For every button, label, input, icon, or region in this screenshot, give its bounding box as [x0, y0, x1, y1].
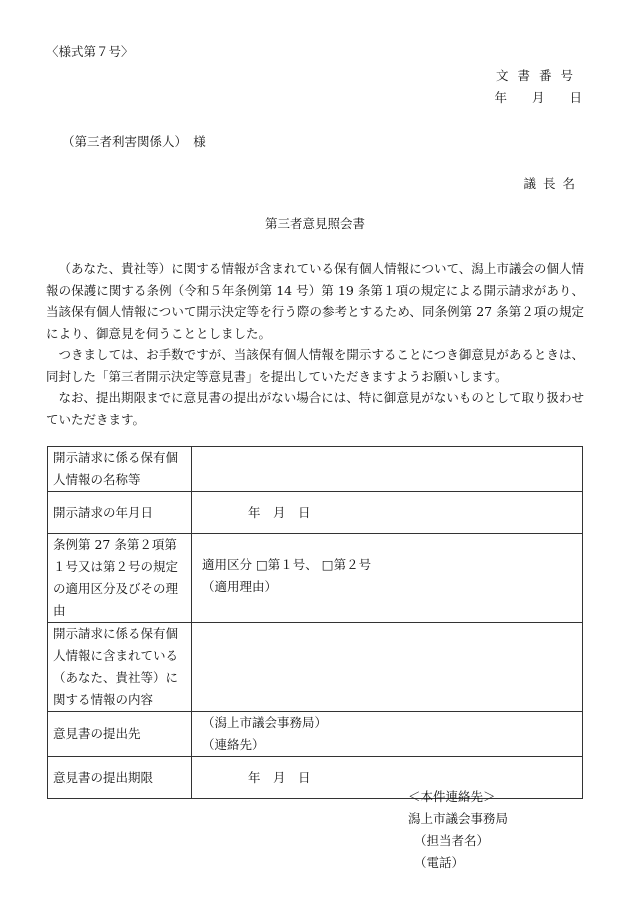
body-paragraph-3: なお、提出期限までに意見書の提出がない場合には、特に御意見がないものとして取り扱わせていただきます。	[46, 390, 584, 427]
table-row	[48, 712, 583, 757]
row-value-request-date	[192, 492, 583, 534]
contact-heading: ＜本件連絡先＞	[408, 789, 496, 804]
row-label-applicable-category: 条例第 27 条第２項第１号又は第２号の規定の適用区分及びその理由	[48, 534, 192, 623]
sender-name: 議長名	[523, 176, 582, 191]
body-paragraph-1: （あなた、貴社等）に関する情報が含まれている保有個人情報について、潟上市議会の個人情報の保護に関する条例（令和５年条例第 14 号）第 19 条第１項の規定による開示請求があり、当該保有個人情報について開示決定等を行う際の参考とするため、同条例第 27 条第２項の規定により、御意見を伺うこととしました。	[46, 261, 584, 341]
row-label-request-date: 開示請求の年月日	[48, 492, 192, 534]
category-options: 適用区分 □第１号、 □第２号	[202, 557, 372, 572]
row-label-submission-destination: 意見書の提出先	[48, 712, 192, 757]
contact-phone: （電話）	[414, 855, 465, 870]
body-paragraph-2: つきましては、お手数ですが、当該保有個人情報を開示することにつき御意見があるときは、同封した「第三者開示決定等意見書」を提出していただきますようお願いします。	[46, 347, 584, 384]
document-date-label: 年 月 日	[494, 90, 582, 105]
row-label-info-content: 開示請求に係る保有個人情報に含まれている（あなた、貴社等）に関する情報の内容	[48, 623, 192, 712]
document-title: 第三者意見照会書	[264, 216, 365, 231]
form-number: 〈様式第７号〉	[46, 44, 134, 59]
destination-office: （潟上市議会事務局）	[202, 715, 328, 730]
addressee: （第三者利害関係人） 様	[62, 134, 206, 149]
deadline-date-placeholder: 年 月 日	[248, 769, 311, 785]
body-text	[46, 258, 584, 430]
row-label-submission-deadline: 意見書の提出期限	[48, 757, 192, 799]
reason-label: （適用理由）	[202, 579, 278, 594]
table-row	[48, 492, 583, 534]
table-row	[48, 447, 583, 492]
row-value-submission-destination	[192, 712, 583, 757]
destination-contact: （連絡先）	[202, 737, 265, 752]
row-value-info-name	[192, 447, 583, 492]
request-date-placeholder: 年 月 日	[248, 504, 311, 520]
row-value-info-content	[192, 623, 583, 712]
contact-block	[408, 786, 508, 874]
row-value-submission-deadline	[192, 757, 583, 799]
contact-office: 潟上市議会事務局	[408, 811, 509, 826]
document-number-label: 文書番号	[495, 68, 582, 83]
contact-person: （担当者名）	[414, 833, 490, 848]
table-row	[48, 623, 583, 712]
table-row	[48, 534, 583, 623]
inquiry-table	[47, 446, 583, 799]
row-label-info-name: 開示請求に係る保有個人情報の名称等	[48, 447, 192, 492]
row-value-applicable-category	[192, 534, 583, 623]
